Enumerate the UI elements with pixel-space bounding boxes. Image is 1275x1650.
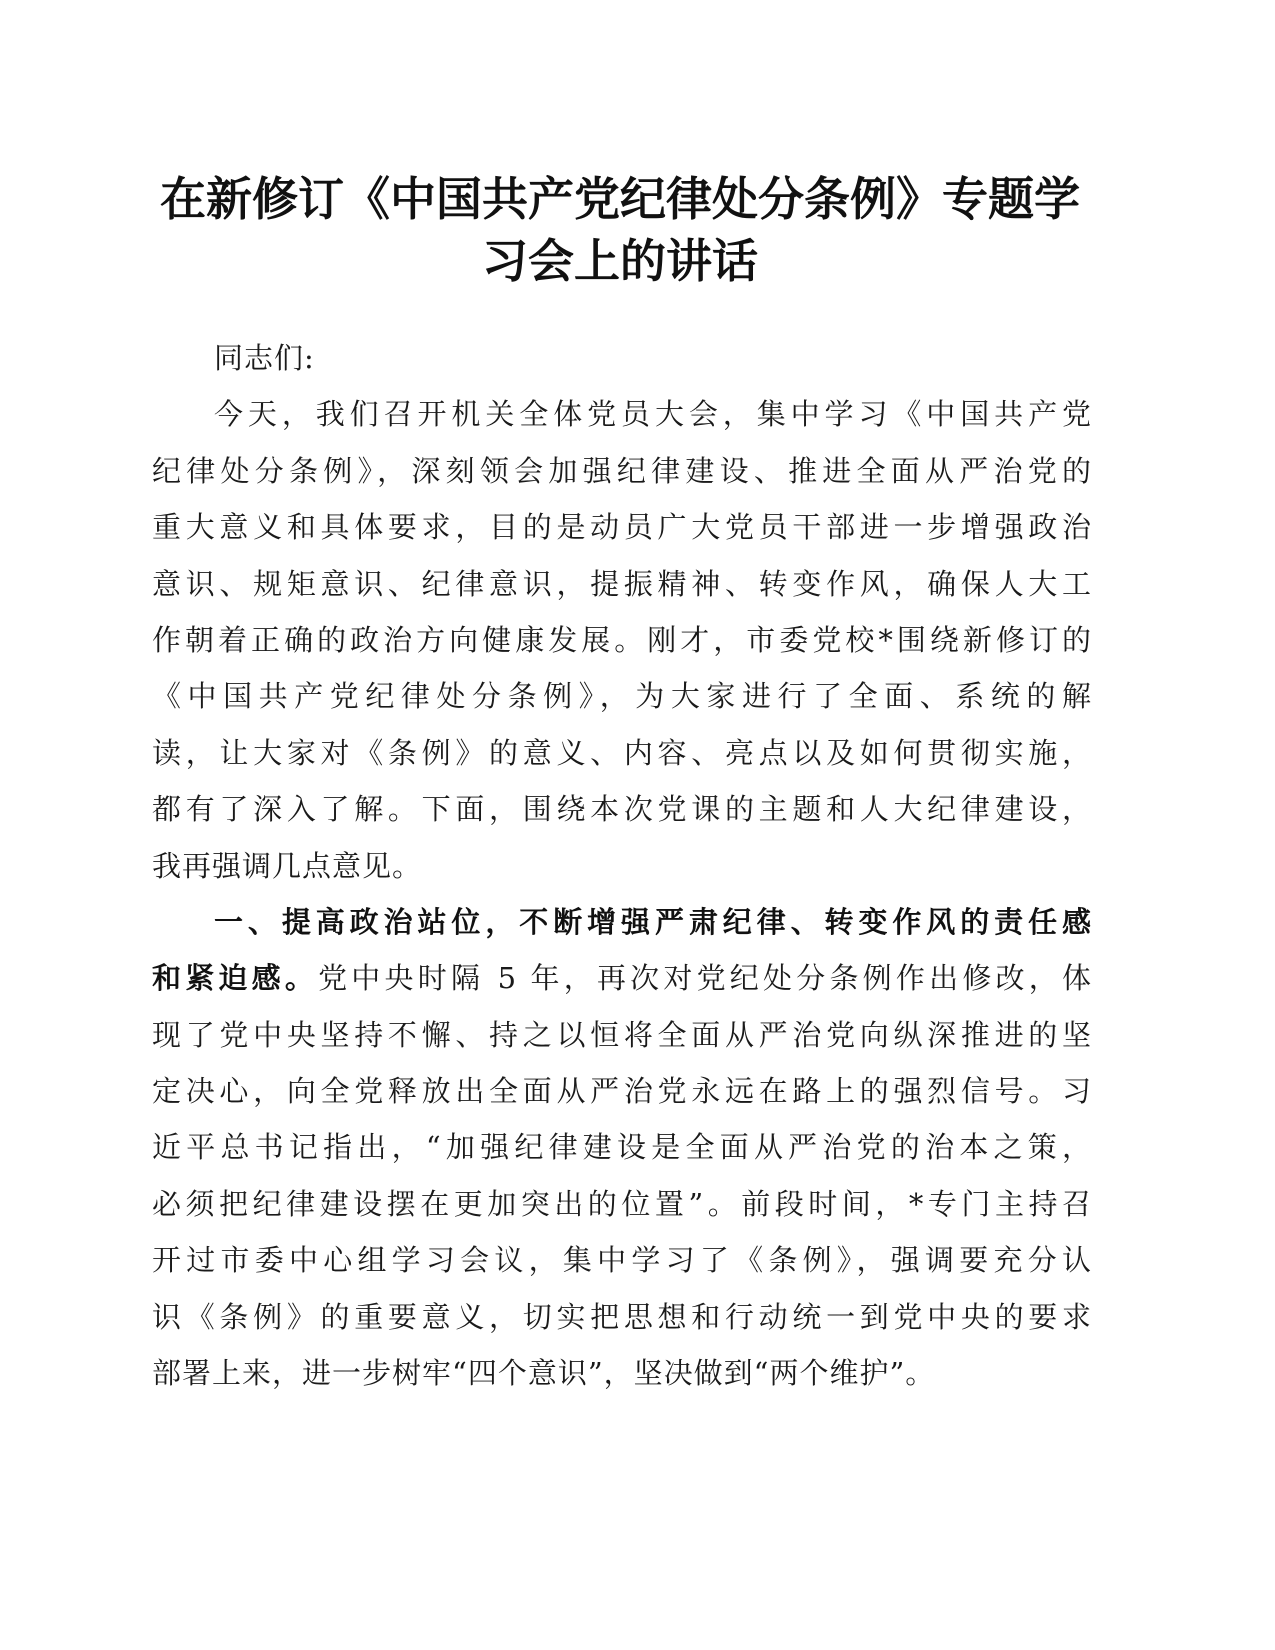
intro-line: 作朝着正确的政治方向健康发展。刚才，市委党校*围绕新修订的 — [152, 622, 1092, 657]
document-title — [150, 168, 1090, 292]
section-1-line: 现了党中央坚持不懈、持之以恒将全面从严治党向纵深推进的坚 — [152, 1017, 1092, 1052]
section-1-paragraph — [152, 894, 1092, 1402]
intro-line: 我再强调几点意见。 — [152, 848, 423, 883]
section-1-line: 定决心，向全党释放出全面从严治党永远在路上的强烈信号。习 — [152, 1074, 1092, 1109]
intro-line: 意识、规矩意识、纪律意识，提振精神、转变作风，确保人大工 — [152, 566, 1092, 601]
intro-line: 《中国共产党纪律处分条例》，为大家进行了全面、系统的解 — [152, 679, 1092, 714]
intro-line: 读，让大家对《条例》的意义、内容、亮点以及如何贯彻实施， — [152, 735, 1092, 770]
intro-line: 都有了深入了解。下面，围绕本次党课的主题和人大纪律建设， — [152, 792, 1092, 827]
section-1-line: 必须把纪律建设摆在更加突出的位置”。前段时间，*专门主持召 — [152, 1186, 1092, 1221]
section-1-line: 部署上来，进一步树牢“四个意识”，坚决做到“两个维护”。 — [152, 1356, 936, 1391]
intro-paragraph — [152, 386, 1092, 894]
title-line-2: 习会上的讲话 — [482, 234, 758, 288]
title-line-1: 在新修订《中国共产党纪律处分条例》专题学 — [160, 172, 1080, 226]
salutation-paragraph — [152, 330, 1092, 386]
section-1-line: 近平总书记指出，“加强纪律建设是全面从严治党的治本之策， — [152, 1130, 1092, 1165]
section-1-heading: 一、提高政治站位，不断增强严肃纪律、转变作风的责任感 — [214, 904, 1092, 939]
intro-line: 纪律处分条例》，深刻领会加强纪律建设、推进全面从严治党的 — [152, 453, 1092, 488]
intro-line: 今天，我们召开机关全体党员大会，集中学习《中国共产党 — [214, 397, 1092, 432]
section-1-line — [152, 950, 1092, 1006]
section-1-heading-end: 和紧迫感。 — [152, 961, 319, 996]
section-1-line: 识《条例》的重要意义，切实把思想和行动统一到党中央的要求 — [152, 1299, 1092, 1334]
intro-line: 重大意义和具体要求，目的是动员广大党员干部进一步增强政治 — [152, 510, 1092, 545]
section-1-line: 开过市委中心组学习会议，集中学习了《条例》，强调要充分认 — [152, 1243, 1092, 1278]
document-body — [152, 330, 1092, 1401]
section-1-text: 党中央时隔 5 年，再次对党纪处分条例作出修改，体 — [318, 961, 1092, 996]
salutation: 同志们: — [214, 341, 315, 375]
